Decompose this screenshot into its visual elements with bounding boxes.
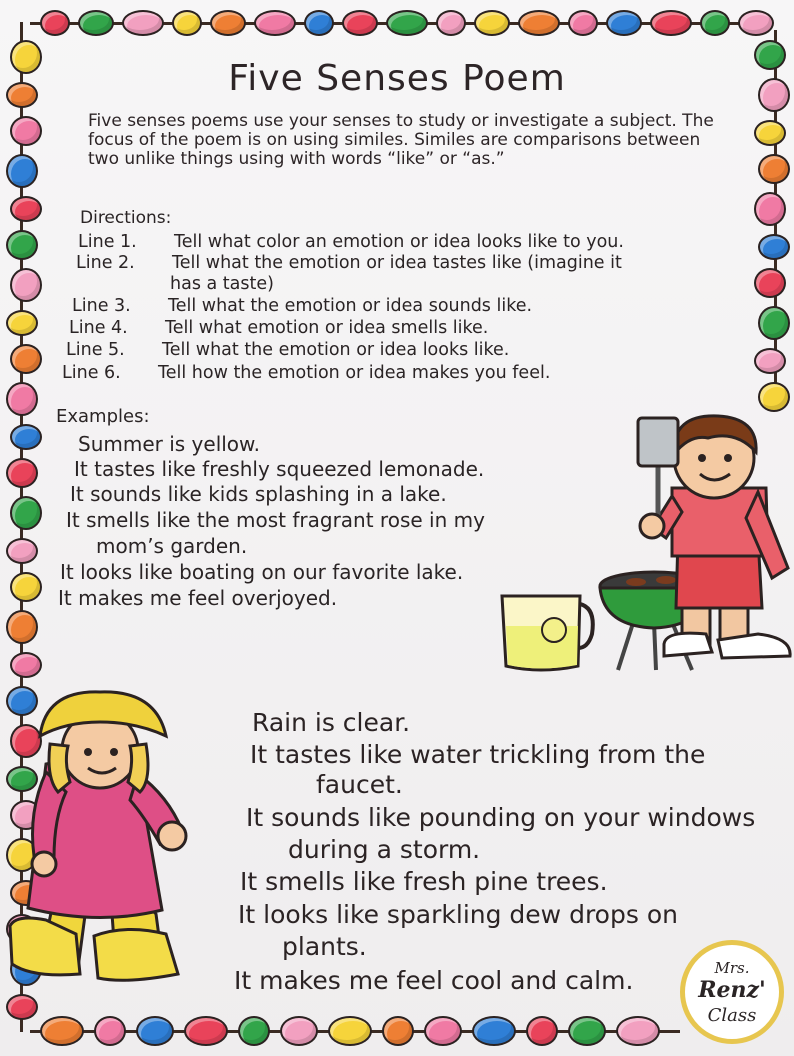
- border-bead: [472, 1016, 516, 1046]
- direction-line-5: [66, 340, 509, 360]
- poem-line: during a storm.: [288, 835, 481, 864]
- direction-num: Line 1.: [78, 232, 137, 252]
- example-line: mom’s garden.: [96, 534, 248, 558]
- border-bead: [10, 196, 42, 222]
- border-bead: [328, 1016, 372, 1046]
- page-title: Five Senses Poem: [228, 58, 566, 99]
- direction-line-6: [62, 363, 550, 383]
- border-bead: [6, 310, 38, 336]
- border-bead: [342, 10, 378, 36]
- border-bead: [758, 234, 790, 260]
- direction-text: Tell what color an emotion or idea looks like to you.: [174, 232, 624, 252]
- border-bead: [758, 306, 790, 340]
- poem-line: It makes me feel cool and calm.: [234, 966, 634, 995]
- example-line: It smells like the most fragrant rose in my: [66, 508, 485, 532]
- border-bead: [650, 10, 692, 36]
- example-line: Summer is yellow.: [78, 432, 260, 456]
- border-bead: [94, 1016, 126, 1046]
- border-bead: [6, 458, 38, 488]
- border-bead: [40, 10, 70, 36]
- poem-line: Rain is clear.: [252, 708, 411, 737]
- border-bead: [6, 230, 38, 260]
- border-bead: [172, 10, 202, 36]
- border-bead: [700, 10, 730, 36]
- direction-line-4: [69, 318, 488, 338]
- border-bead: [518, 10, 560, 36]
- logo-line-1: Mrs.: [714, 959, 750, 977]
- poem-line: It looks like sparkling dew drops on: [238, 900, 678, 929]
- direction-num: Line 2.: [76, 253, 135, 273]
- border-bead: [10, 268, 42, 302]
- direction-num: Line 6.: [62, 363, 121, 383]
- border-bead: [526, 1016, 558, 1046]
- border-bead: [382, 1016, 414, 1046]
- border-bead: [6, 154, 38, 188]
- border-bead: [10, 496, 42, 530]
- example-line: It looks like boating on our favorite lake.: [60, 560, 464, 584]
- border-bead: [280, 1016, 318, 1046]
- border-bead: [10, 116, 42, 146]
- direction-text: Tell what the emotion or idea looks like.: [162, 340, 510, 360]
- direction-line-2: [76, 253, 622, 273]
- direction-num: Line 3.: [72, 296, 131, 316]
- border-bead: [6, 610, 38, 644]
- border-bead: [254, 10, 296, 36]
- border-bead: [40, 1016, 84, 1046]
- direction-text: Tell what the emotion or idea tastes like (imagine it: [172, 253, 622, 273]
- border-bead: [616, 1016, 660, 1046]
- border-bead: [238, 1016, 270, 1046]
- poem-line: It smells like fresh pine trees.: [240, 867, 608, 896]
- border-bead: [10, 344, 42, 374]
- direction-line-1: [78, 232, 624, 252]
- direction-num: Line 4.: [69, 318, 128, 338]
- border-bead: [474, 10, 510, 36]
- border-bead: [424, 1016, 462, 1046]
- example-line: It tastes like freshly squeezed lemonade.: [74, 457, 485, 481]
- directions-heading: Directions:: [80, 208, 172, 228]
- border-bead: [122, 10, 164, 36]
- examples-heading: Examples:: [56, 406, 150, 427]
- direction-line-3: [72, 296, 532, 316]
- border-bead: [606, 10, 642, 36]
- border-bead: [738, 10, 774, 36]
- poem-line: It tastes like water trickling from the: [250, 740, 706, 769]
- border-bead: [210, 10, 246, 36]
- border-bead: [78, 10, 114, 36]
- lemonade-pitcher-icon: [502, 596, 593, 670]
- direction-num: Line 5.: [66, 340, 125, 360]
- poem-line: plants.: [282, 932, 367, 961]
- border-bead: [568, 1016, 606, 1046]
- direction-text: Tell what the emotion or idea sounds like.: [168, 296, 533, 316]
- poem-line: faucet.: [316, 770, 403, 799]
- border-bead: [136, 1016, 174, 1046]
- border-bead: [754, 120, 786, 146]
- mrs-renz-class-logo: [680, 940, 784, 1044]
- example-line: It sounds like kids splashing in a lake.: [70, 482, 447, 506]
- border-bead: [6, 994, 38, 1020]
- boy-grilling-illustration: [496, 408, 794, 678]
- border-bead: [436, 10, 466, 36]
- direction-text: Tell how the emotion or idea makes you feel.: [158, 363, 551, 383]
- border-bead: [754, 348, 786, 374]
- border-bead: [6, 538, 38, 564]
- example-line: It makes me feel overjoyed.: [58, 586, 338, 610]
- direction-line-2-continued: has a taste): [170, 274, 274, 294]
- logo-line-2: Renz': [698, 977, 766, 1003]
- poem-line: It sounds like pounding on your windows: [246, 803, 756, 832]
- border-bead: [754, 268, 786, 298]
- border-bead: [758, 154, 790, 184]
- border-bead: [754, 192, 786, 226]
- border-bead: [6, 382, 38, 416]
- border-bead: [184, 1016, 228, 1046]
- direction-text: Tell what emotion or idea smells like.: [165, 318, 489, 338]
- border-bead: [568, 10, 598, 36]
- border-bead: [10, 424, 42, 450]
- girl-raincoat-illustration: [6, 688, 202, 990]
- border-bead: [10, 652, 42, 678]
- border-bead: [10, 572, 42, 602]
- intro-paragraph: Five senses poems use your senses to study or investigate a subject. The focus of the poem is on using similes. Similes are comparisons between two unlike things using with words “like” or “as.”: [88, 111, 714, 169]
- border-bead: [304, 10, 334, 36]
- logo-line-3: Class: [707, 1005, 757, 1026]
- border-bead: [386, 10, 428, 36]
